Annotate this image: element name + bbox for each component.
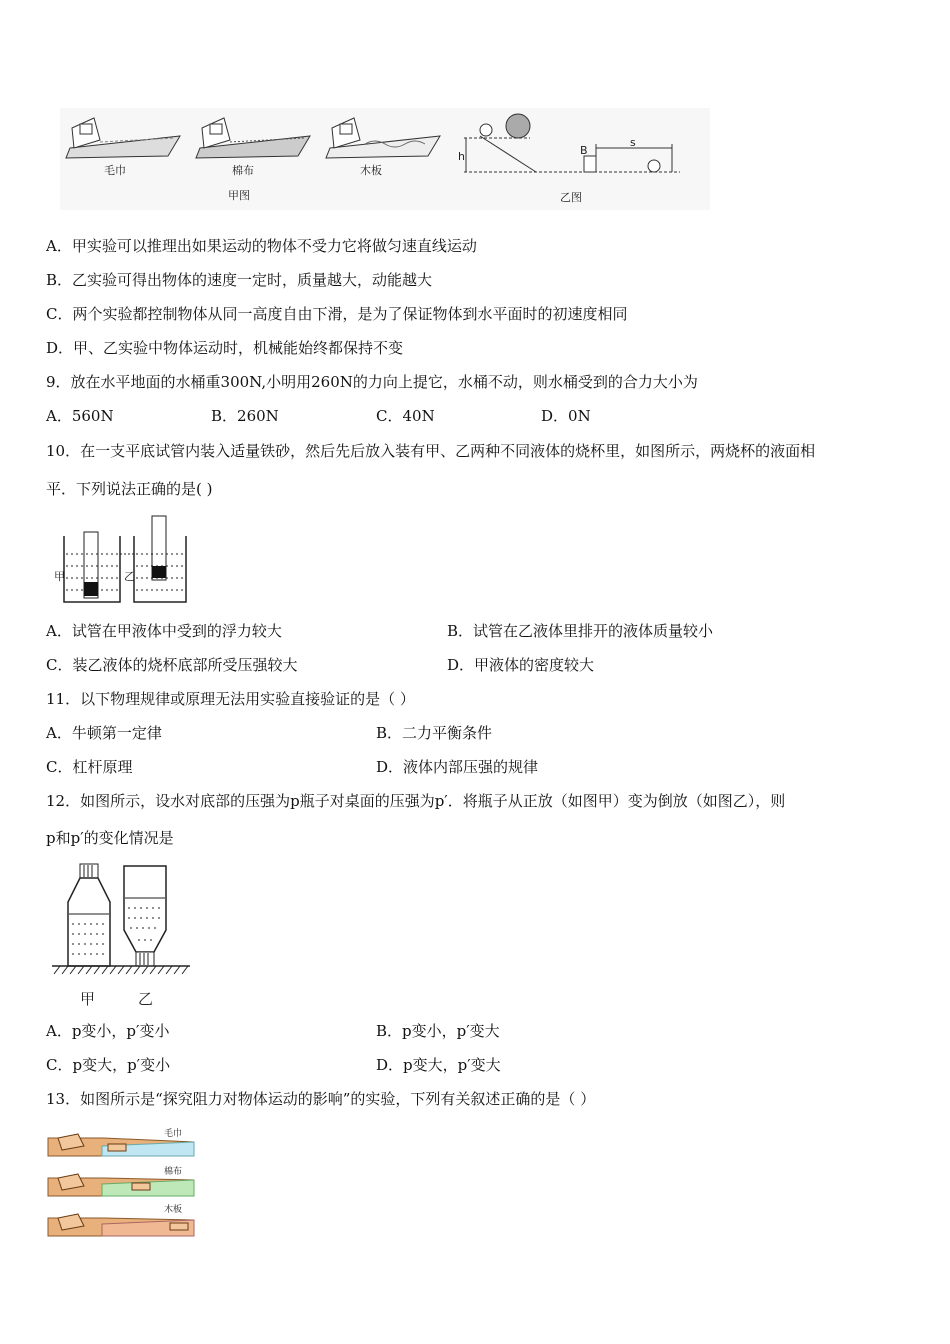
q12-option-b: B．p变小，p′变大 — [376, 1022, 500, 1040]
label-wood: 木板 — [164, 1205, 183, 1215]
track-cotton-drawing — [48, 1174, 194, 1196]
q11-option-c: C．杠杆原理 — [46, 758, 133, 776]
q12-option-c: C．p变大，p′变小 — [46, 1056, 171, 1074]
caption-jia: 甲图 — [228, 189, 250, 202]
q12-option-a: A．p变小，p′变小 — [46, 1022, 170, 1040]
label-cotton: 棉布 — [232, 164, 254, 177]
label-towel: 毛巾 — [104, 164, 126, 177]
q12-option-d: D．p变大，p′变大 — [376, 1056, 501, 1074]
q10-option-b: B．试管在乙液体里排开的液体质量较小 — [447, 622, 714, 640]
mark-b: B — [580, 144, 588, 157]
label-towel: 毛巾 — [164, 1129, 183, 1139]
q11-option-d: D．液体内部压强的规律 — [376, 758, 539, 776]
fig-label-yi: 乙 — [124, 570, 135, 583]
q11-option-b: B．二力平衡条件 — [376, 724, 493, 742]
mark-s: s — [630, 136, 636, 149]
q9-option-a: A．560N — [46, 407, 114, 425]
q8-option-a: A．甲实验可以推理出如果运动的物体不受力它将做匀速直线运动 — [46, 237, 477, 255]
q11-option-a: A．牛顿第一定律 — [46, 724, 162, 742]
q8-option-c: C．两个实验都控制物体从同一高度自由下滑，是为了保证物体到水平面时的初速度相同 — [46, 305, 628, 323]
q12-stem-line1: 12．如图所示，设水对底部的压强为p瓶子对桌面的压强为p′．将瓶子从正放（如图甲）变为倒放（如图乙），则 — [46, 792, 786, 810]
fig-label-jia: 甲 — [54, 570, 65, 583]
q8-option-b: B．乙实验可得出物体的速度一定时，质量越大，动能越大 — [46, 271, 433, 289]
q10-figure — [50, 514, 190, 608]
label-wood: 木板 — [360, 164, 382, 177]
label-cotton: 棉布 — [164, 1167, 183, 1177]
q8-option-d: D．甲、乙实验中物体运动时，机械能始终都保持不变 — [46, 339, 404, 357]
q10-option-d: D．甲液体的密度较大 — [447, 656, 595, 674]
bottle-upright-drawing — [68, 864, 110, 966]
fig-label-jia: 甲 — [80, 990, 96, 1008]
q11-stem: 11．以下物理规律或原理无法用实验直接验证的是（ ） — [46, 690, 415, 708]
bottle-inverted-drawing — [124, 866, 166, 966]
beaker-yi-drawing — [134, 516, 186, 602]
track-wood-drawing — [48, 1214, 194, 1236]
q9-stem: 9．放在水平地面的水桶重300N,小明用260N的力向上提它，水桶不动，则水桶受到的合力大小为 — [46, 373, 698, 391]
fig-label-yi: 乙 — [138, 990, 154, 1008]
q12-stem-line2: p和p′的变化情况是 — [46, 829, 174, 847]
beaker-jia-drawing — [64, 532, 120, 602]
q9-option-b: B．260N — [211, 407, 279, 425]
q9-option-d: D．0N — [541, 407, 591, 425]
q13-figure — [44, 1124, 202, 1240]
caption-yi: 乙图 — [560, 191, 582, 204]
q10-stem-line1: 10．在一支平底试管内装入适量铁砂，然后先后放入装有甲、乙两种不同液体的烧杯里，如图所示，两烧杯的液面相 — [46, 442, 816, 460]
q10-option-c: C．装乙液体的烧杯底部所受压强较大 — [46, 656, 298, 674]
q10-option-a: A．试管在甲液体中受到的浮力较大 — [46, 622, 282, 640]
mark-h: h — [458, 150, 465, 163]
q13-stem: 13．如图所示是“探究阻力对物体运动的影响”的实验，下列有关叙述正确的是（ ） — [46, 1090, 596, 1108]
q8-figure — [60, 108, 710, 210]
q10-stem-line2: 平．下列说法正确的是( ) — [46, 480, 213, 498]
q9-option-c: C．40N — [376, 407, 435, 425]
q12-figure — [50, 862, 195, 1010]
